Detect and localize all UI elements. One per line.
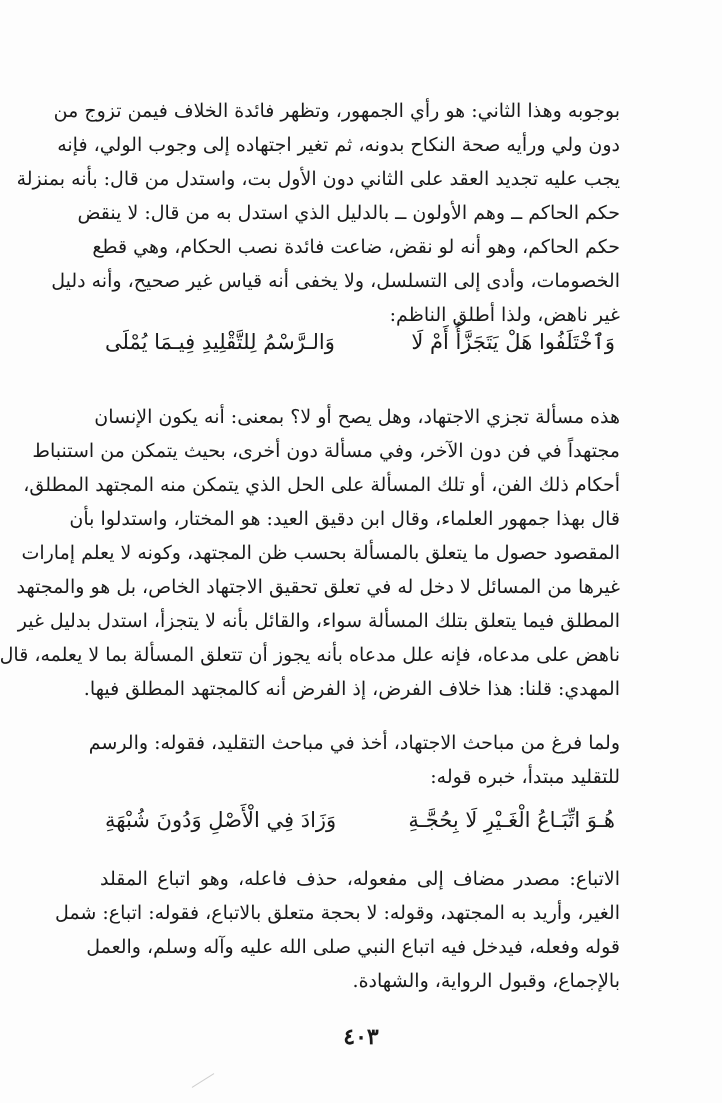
- text-line: دون ولي ورأيه صحة النكاح بدونه، ثم تغير اجتهاده إلى وجوب الولي، فإنه: [57, 134, 620, 156]
- scan-artifact: [192, 1073, 215, 1088]
- text-line: ناهض على مدعاه، فإنه علل مدعاه بأنه يجوز أن تتعلق المسألة بما لا يعلمه، قال: [0, 644, 620, 666]
- text-line: هذه مسألة تجزي الاجتهاد، وهل يصح أو لا؟ بمعنى: أنه يكون الإنسان: [94, 406, 620, 428]
- text-line: للتقليد مبتدأ، خبره قوله:: [430, 766, 620, 788]
- verse-first-hemistich: وَٱخْتَلَفُوا هَلْ يَتَجَزَّأُ أَمْ لَا: [411, 330, 615, 354]
- text-line: ولما فرغ من مباحث الاجتهاد، أخذ في مباحث التقليد، فقوله: والرسم: [88, 732, 620, 754]
- text-line: المهدي: قلنا: هذا خلاف الفرض، إذ الفرض أنه كالمجتهد المطلق فيها.: [83, 678, 620, 700]
- text-line: قوله وفعله، فيدخل فيه اتباع النبي صلى الله عليه وآله وسلم، والعمل: [86, 936, 620, 958]
- verse-second-hemistich: وَالـرَّسْمُ لِلتَّقْلِيدِ فِيـمَا يُمْلَى: [105, 330, 335, 354]
- text-line: يجب عليه تجديد العقد على الثاني دون الأول بت، واستدل من قال: بأنه بمنزلة: [16, 168, 620, 190]
- text-line: حكم الحاكم، وهو أنه لو نقض، ضاعت فائدة نصب الحكام، وهي قطع: [92, 236, 620, 258]
- paragraph-2: [0, 400, 620, 706]
- paragraph-3: [88, 726, 620, 794]
- text-line: حكم الحاكم ــ وهم الأولون ــ بالدليل الذي استدل به من قال: لا ينقض: [77, 202, 620, 224]
- paragraph-4: [55, 862, 620, 998]
- text-line: قال بهذا جمهور العلماء، وقال ابن دقيق العيد: هو المختار، واستدلوا بأن: [69, 508, 620, 530]
- verse-second-hemistich: وَزَادَ فِي الْأَصْلِ وَدُونَ شُبْهَةِ: [105, 808, 337, 832]
- verse-1: [105, 330, 615, 370]
- text-line: الخصومات، وأدى إلى التسلسل، ولا يخفى أنه قياس غير صحيح، وأنه دليل: [51, 270, 620, 292]
- verse-first-hemistich: هُـوَ اتِّبَـاعُ الْغَـيْرِ لَا بِحُجَّـةِ: [408, 808, 615, 832]
- text-line: بوجوبه وهذا الثاني: هو رأي الجمهور، وتظهر فائدة الخلاف فيمن تزوج من: [53, 100, 620, 122]
- verse-2: [105, 808, 615, 848]
- text-line: الاتباع: مصدر مضاف إلى مفعوله، حذف فاعله، وهو اتباع المقلد: [100, 868, 620, 890]
- text-line: الغير، وأريد به المجتهد، وقوله: لا بحجة متعلق بالاتباع، فقوله: اتباع: شمل: [55, 902, 620, 924]
- text-line: غير ناهض، ولذا أطلق الناظم:: [389, 304, 620, 326]
- page-number: ٤٠٣: [343, 1024, 379, 1050]
- text-line: المطلق فيما يتعلق بتلك المسألة سواء، والقائل بأنه لا يتجزأ، استدل بدليل غير: [17, 610, 620, 632]
- paragraph-1: [16, 94, 620, 332]
- text-line: غيرها من المسائل لا دخل له في تعلق تحقيق الاجتهاد الخاص، بل هو والمجتهد: [16, 576, 620, 598]
- text-line: بالإجماع، وقبول الرواية، والشهادة.: [352, 970, 620, 992]
- text-line: المقصود حصول ما يتعلق بالمسألة بحسب ظن المجتهد، وكونه لا يعلم إمارات: [21, 542, 620, 564]
- text-line: أحكام ذلك الفن، أو تلك المسألة على الحل الذي يتمكن منه المجتهد المطلق،: [23, 474, 620, 496]
- text-line: مجتهداً في فن دون الآخر، وفي مسألة دون أخرى، بحيث يتمكن من استنباط: [32, 440, 620, 462]
